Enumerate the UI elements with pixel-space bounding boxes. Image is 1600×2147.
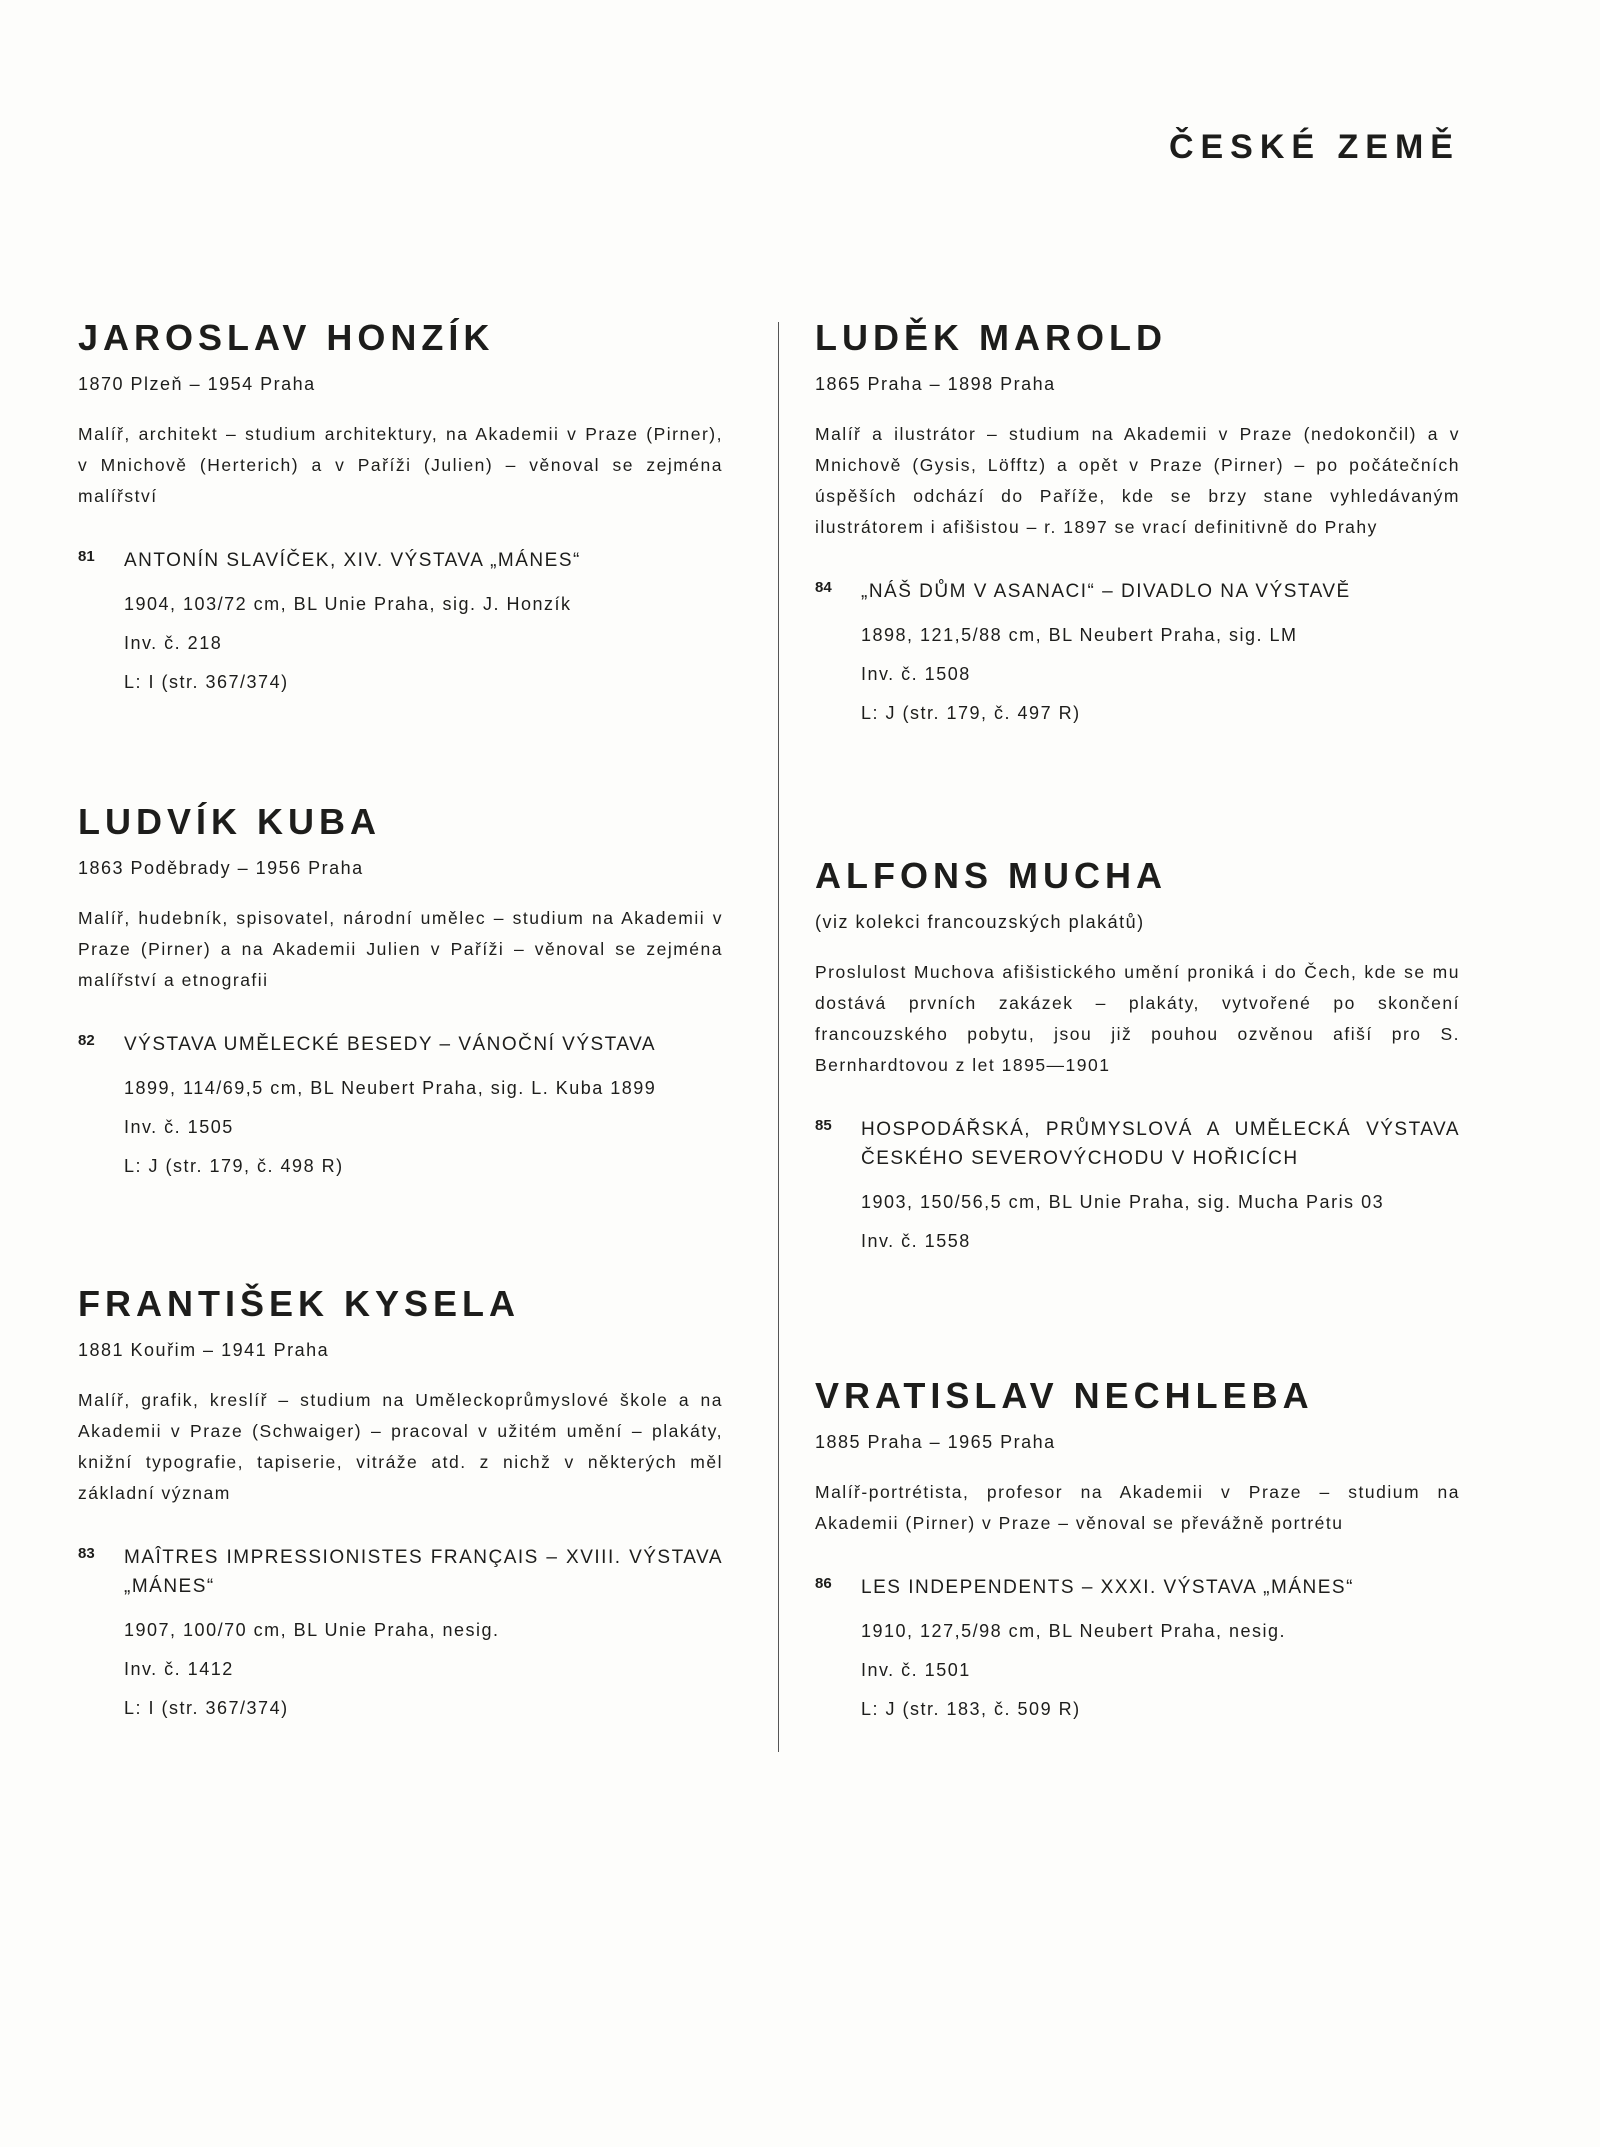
entry-details: 1910, 127,5/98 cm, BL Neubert Praha, nesig. <box>861 1621 1287 1641</box>
entry-literature: L: I (str. 367/374) <box>124 672 289 692</box>
artist-bio: Malíř, hudebník, spisovatel, národní umělec – studium na Akademii v Praze (Pirner) a na Akademii Julien v Paříži – věnoval se zejména malířství a etnografii <box>78 908 723 990</box>
catalog-entry <box>78 1543 723 1728</box>
entry-title: VÝSTAVA UMĚLECKÉ BESEDY – VÁNOČNÍ VÝSTAVA <box>124 1034 657 1055</box>
artist-bio: Malíř a ilustrátor – studium na Akademii v Praze (nedokončil) a v Mnichově (Gysis, Löfftz) a opět v Praze (Pirner) – po počátečních úspěších odchází do Paříže, kde se brzy stane vyhledávaným ilustrátorem i afišistou – r. 1897 se vrací definitivně do Prahy <box>815 424 1460 537</box>
entry-literature: L: J (str. 183, č. 509 R) <box>861 1699 1081 1719</box>
artist-name: VRATISLAV NECHLEBA <box>815 1375 1314 1416</box>
entry-number: 85 <box>815 1117 832 1134</box>
entry-number: 82 <box>78 1032 95 1049</box>
artist-bio: Malíř, architekt – studium architektury, na Akademii v Praze (Pirner), v Mnichově (Herterich) a v Paříži (Julien) – věnoval se zejména malířství <box>78 424 723 506</box>
artist-name: JAROSLAV HONZÍK <box>78 317 495 358</box>
artist-name: ALFONS MUCHA <box>815 855 1167 896</box>
entry-literature: L: J (str. 179, č. 498 R) <box>124 1156 344 1176</box>
artist-block-kysela <box>78 1283 723 1728</box>
entry-inventory: Inv. č. 1501 <box>861 1660 971 1680</box>
artist-dates: 1885 Praha – 1965 Praha <box>815 1432 1056 1452</box>
artist-name: LUDĚK MAROLD <box>815 317 1167 358</box>
artist-block-honzik <box>78 317 723 702</box>
entry-title: „NÁŠ DŮM V ASANACI“ – DIVADLO NA VÝSTAVĚ <box>861 581 1351 602</box>
entry-inventory: Inv. č. 1505 <box>124 1117 234 1137</box>
artist-dates: 1863 Poděbrady – 1956 Praha <box>78 858 364 878</box>
entry-details: 1904, 103/72 cm, BL Unie Praha, sig. J. Honzík <box>124 594 572 614</box>
artist-name: FRANTIŠEK KYSELA <box>78 1283 521 1324</box>
entry-details: 1907, 100/70 cm, BL Unie Praha, nesig. <box>124 1620 500 1640</box>
entry-title: ANTONÍN SLAVÍČEK, XIV. VÝSTAVA „MÁNES“ <box>124 550 581 571</box>
artist-dates: 1881 Kouřim – 1941 Praha <box>78 1340 330 1360</box>
entry-inventory: Inv. č. 1558 <box>861 1231 971 1251</box>
catalog-entry <box>815 1573 1460 1729</box>
catalog-entry <box>815 577 1460 733</box>
entry-inventory: Inv. č. 218 <box>124 633 223 653</box>
section-title: ČESKÉ ZEMĚ <box>1168 128 1460 166</box>
artist-bio: Malíř-portrétista, profesor na Akademii v Praze – studium na Akademii (Pirner) v Praze – věnoval se převážně portrétu <box>815 1482 1460 1533</box>
artist-bio: Malíř, grafik, kreslíř – studium na Uměleckoprůmyslové škole a na Akademii v Praze (Schwaiger) – pracoval v užitém umění – plakáty, knižní typografie, tapiserie, vitráže atd. z nichž v některých měl základní význam <box>78 1390 723 1503</box>
entry-number: 83 <box>78 1545 95 1562</box>
entry-number: 86 <box>815 1575 832 1592</box>
artist-bio: Proslulost Muchova afišistického umění proniká i do Čech, kde se mu dostává prvních zakázek – plakáty, vytvořené po skončení francouzského pobytu, jsou již pouhou ozvěnou afiší pro S. Bernhardtovou z let 1895—1901 <box>815 962 1460 1075</box>
entry-literature: L: J (str. 179, č. 497 R) <box>861 703 1081 723</box>
entry-title: LES INDEPENDENTS – XXXI. VÝSTAVA „MÁNES“ <box>861 1577 1354 1598</box>
artist-block-marold <box>815 317 1460 733</box>
artist-block-mucha <box>815 855 1460 1261</box>
catalog-entry <box>815 1115 1460 1261</box>
entry-details: 1903, 150/56,5 cm, BL Unie Praha, sig. Mucha Paris 03 <box>861 1192 1385 1212</box>
artist-block-nechleba <box>815 1375 1460 1729</box>
entry-inventory: Inv. č. 1508 <box>861 664 971 684</box>
catalog-entry <box>78 1030 723 1186</box>
artist-dates: 1865 Praha – 1898 Praha <box>815 374 1056 394</box>
artist-dates: 1870 Plzeň – 1954 Praha <box>78 374 316 394</box>
artist-block-kuba <box>78 801 723 1186</box>
entry-literature: L: I (str. 367/374) <box>124 1698 289 1718</box>
entry-details: 1898, 121,5/88 cm, BL Neubert Praha, sig. LM <box>861 625 1298 645</box>
entry-number: 81 <box>78 548 95 565</box>
entry-inventory: Inv. č. 1412 <box>124 1659 234 1679</box>
entry-title: HOSPODÁŘSKÁ, PRŮMYSLOVÁ A UMĚLECKÁ VÝSTAVA ČESKÉHO SEVEROVÝCHODU V HOŘICÍCH <box>861 1119 1460 1169</box>
artist-dates: (viz kolekci francouzských plakátů) <box>815 912 1145 932</box>
entry-title: MAÎTRES IMPRESSIONISTES FRANÇAIS – XVIII. VÝSTAVA „MÁNES“ <box>124 1547 723 1597</box>
entry-details: 1899, 114/69,5 cm, BL Neubert Praha, sig. L. Kuba 1899 <box>124 1078 657 1098</box>
entry-number: 84 <box>815 579 832 596</box>
column-divider <box>778 322 779 1752</box>
artist-name: LUDVÍK KUBA <box>78 801 381 842</box>
catalog-entry <box>78 546 723 702</box>
